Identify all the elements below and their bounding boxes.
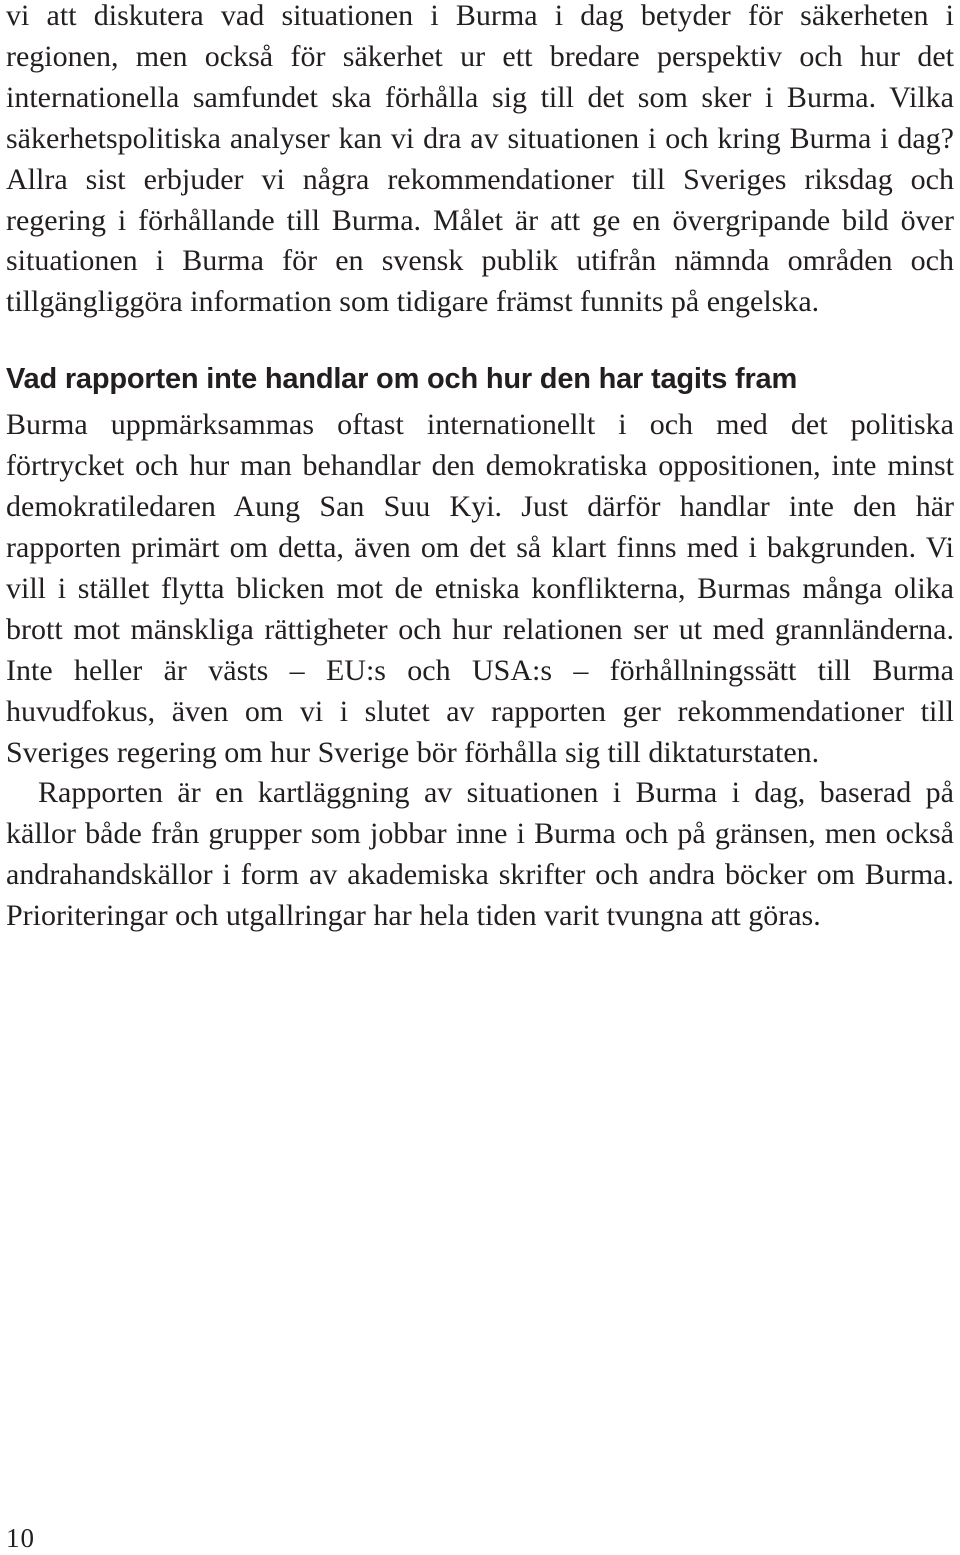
intro-paragraph: vi att diskutera vad situationen i Burma i dag betyder för säkerheten i regionen, men också för säkerhet ur ett bredare perspektiv och hur det internationella samfundet ska förhålla sig till det som sker i Burma. Vilka säkerhetspolitiska analyser kan vi dra av situationen i och kring Burma i dag? Allra sist erbjuder vi några rekommendationer till Sveriges riksdag och regering i förhållande till Burma. Målet är att ge en övergripande bild över situationen i Burma för en svensk publik utifrån nämnda områden och tillgängliggöra information som tidigare främst funnits på engelska. xyxy=(6,0,954,319)
section-paragraph-2: Rapporten är en kartläggning av situationen i Burma i dag, baserad på källor både från grupper som jobbar inne i Burma och på gränsen, men också andrahandskällor i form av akademiska skrifter och andra böcker om Burma. Prioriteringar och utgallringar har hela tiden varit tvungna att göras. xyxy=(6,776,954,933)
page-number: 10 xyxy=(6,1523,35,1553)
section-paragraph-1: Burma uppmärksammas oftast internationellt i och med det politiska förtrycket och hur man behandlar den demokratiska oppositionen, inte minst demokratiledaren Aung San Suu Kyi. Just därför handlar inte den här rapporten primärt om detta, även om det så klart finns med i bakgrunden. Vi vill i stället flytta blicken mot de etniska konflikterna, Burmas många olika brott mot mänskliga rättigheter och hur relationen ser ut med grannländerna. Inte heller är västs – EU:s och USA:s – förhållningssätt till Burma huvudfokus, även om vi i slutet av rapporten ger rekommendationer till Sveriges regering om hur Sverige bör förhålla sig till diktaturstaten. xyxy=(6,408,954,769)
document-page xyxy=(6,0,954,937)
section-heading: Vad rapporten inte handlar om och hur den har tagits fram xyxy=(6,363,798,396)
